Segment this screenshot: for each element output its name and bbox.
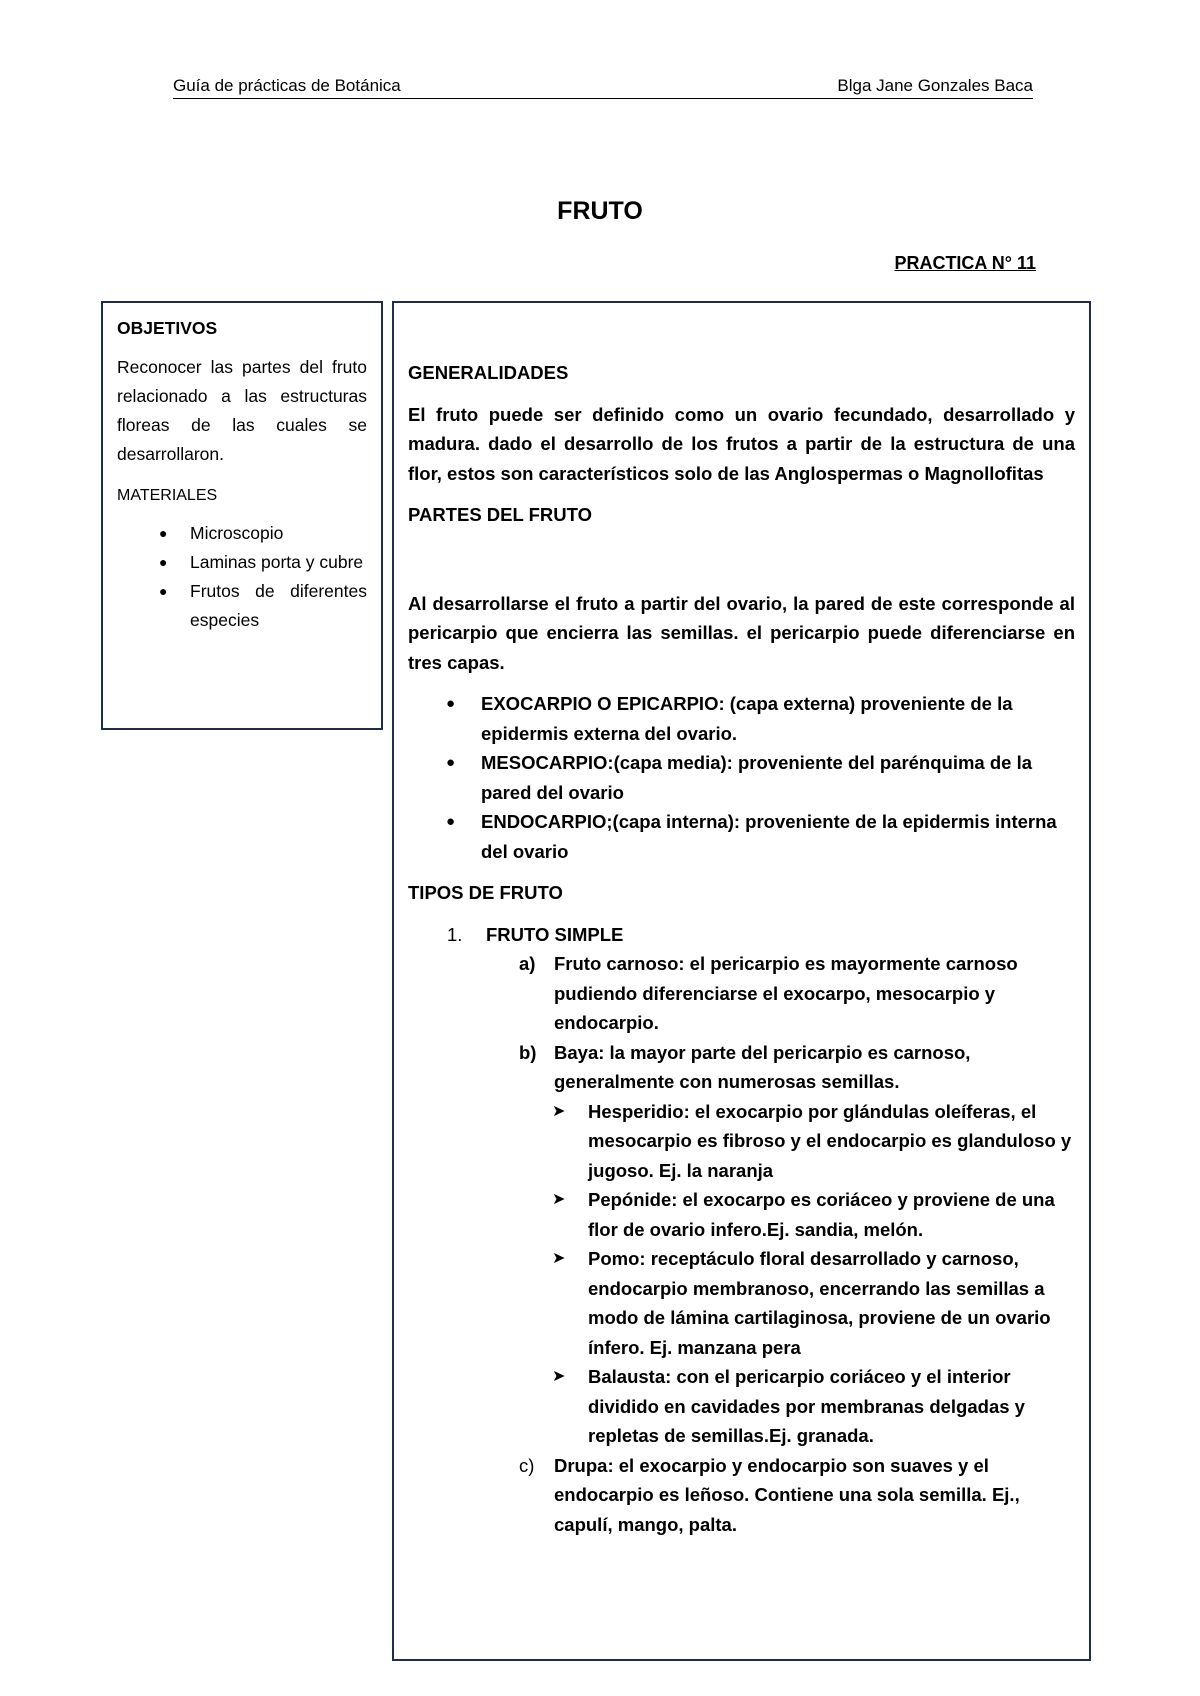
arrowhead-icon: ➤ [552, 1250, 566, 1267]
layers-list [408, 689, 1075, 866]
objectives-box [101, 301, 383, 730]
list-number: 1. [447, 923, 463, 945]
section-heading-tipos: TIPOS DE FRUTO [408, 882, 563, 903]
list-letter: c) [519, 1454, 535, 1476]
list-item: ➤ Hesperidio: el exocarpio por glándulas oleíferas, el mesocarpio es fibroso y el endocarpio es glanduloso y jugoso. Ej. la naranja [588, 1097, 1075, 1186]
partes-text: Al desarrollarse el fruto a partir del ovario, la pared de este corresponde al pericarpio que encierra las semillas. el pericarpio puede diferenciarse en tres capas. [408, 592, 1075, 673]
list-item: ● Microscopio [190, 519, 367, 548]
berry-types-list [554, 1097, 1075, 1451]
section-heading-generalidades: GENERALIDADES [408, 362, 569, 383]
list-item: b) Baya: la mayor parte del pericarpio es carnoso, generalmente con numerosas semillas. ➤ Hesperidio: el exocarpio por glándulas oleíferas, el mesocarpio es fibroso y el endocarpio es glanduloso y jugoso. Ej. la naranja ➤ Pepónide: el exocarpo es coriáceo y proviene de una flor de ovario infero.Ej. sandia, melón. ➤ Pomo: receptáculo floral desarrollado y carnoso, endocarpio membranoso, encerrando las semillas a modo de lámina cartilaginosa, proviene de un ovario ínfero. Ej. manzana pera ➤ Balausta: con el pericarpio coriáceo y el interior dividido en cavidades por membranas delgadas y repletas de semillas.Ej. granada. [554, 1038, 1075, 1451]
arrowhead-icon: ➤ [552, 1368, 566, 1385]
list-letter: b) [519, 1041, 537, 1063]
list-item: a) Fruto carnoso: el pericarpio es mayormente carnoso pudiendo diferenciarse el exocarpo, mesocarpio y endocarpio. [554, 949, 1075, 1038]
materials-list [117, 519, 367, 635]
list-item: ➤ Pomo: receptáculo floral desarrollado y carnoso, endocarpio membranoso, encerrando las semillas a modo de lámina cartilaginosa, proviene de un ovario ínfero. Ej. manzana pera [588, 1244, 1075, 1362]
simple-fruit-label: FRUTO SIMPLE [486, 923, 624, 945]
list-item: ➤ Balausta: con el pericarpio coriáceo y el interior dividido en cavidades por membranas delgadas y repletas de semillas.Ej. granada. [588, 1362, 1075, 1451]
list-item: ● Laminas porta y cubre [190, 548, 367, 577]
list-item: ● MESOCARPIO:(capa media): proveniente del parénquima de la pared del ovario [481, 748, 1075, 807]
list-item: c) Drupa: el exocarpio y endocarpio son suaves y el endocarpio es leñoso. Contiene una sola semilla. Ej., capulí, mango, palta. [554, 1451, 1075, 1540]
bullet-icon: ● [159, 525, 168, 541]
section-heading-partes: PARTES DEL FRUTO [408, 504, 592, 525]
page-title: FRUTO [557, 197, 643, 225]
bullet-icon: ● [446, 754, 456, 771]
generalidades-text: El fruto puede ser definido como un ovario fecundado, desarrollado y madura. dado el desarrollo de los frutos a partir de la estructura de una flor, estos son característicos solo de las Anglospermas o Magnollofitas [408, 403, 1075, 484]
simple-fruit-sublist [486, 949, 1075, 1539]
list-item: ● Frutos de diferentes especies [190, 577, 367, 635]
practice-number: PRACTICA N° 11 [894, 253, 1036, 273]
page-header [173, 76, 1033, 99]
content-box [392, 301, 1091, 1661]
bullet-icon: ● [159, 554, 168, 570]
fruit-types-list [408, 920, 1075, 1540]
bullet-icon: ● [159, 583, 168, 599]
list-item: ● EXOCARPIO O EPICARPIO: (capa externa) proveniente de la epidermis externa del ovario. [481, 689, 1075, 748]
list-item: ● ENDOCARPIO;(capa interna): proveniente de la epidermis interna del ovario [481, 807, 1075, 866]
materials-heading: MATERIALES [117, 487, 218, 504]
bullet-icon: ● [446, 813, 456, 830]
arrowhead-icon: ➤ [552, 1102, 566, 1120]
header-author: Blga Jane Gonzales Baca [837, 76, 1033, 95]
bullet-icon: ● [446, 695, 456, 712]
objectives-text: Reconocer las partes del fruto relacionado a las estructuras floreas de las cuales se desarrollaron. [117, 357, 367, 464]
header-course: Guía de prácticas de Botánica [173, 76, 401, 95]
objectives-heading: OBJETIVOS [117, 318, 218, 338]
list-item [447, 920, 1075, 1540]
arrowhead-icon: ➤ [552, 1191, 566, 1208]
list-letter: a) [519, 953, 536, 974]
spacer [408, 530, 1075, 589]
list-item: ➤ Pepónide: el exocarpo es coriáceo y proviene de una flor de ovario infero.Ej. sandia, melón. [588, 1185, 1075, 1244]
